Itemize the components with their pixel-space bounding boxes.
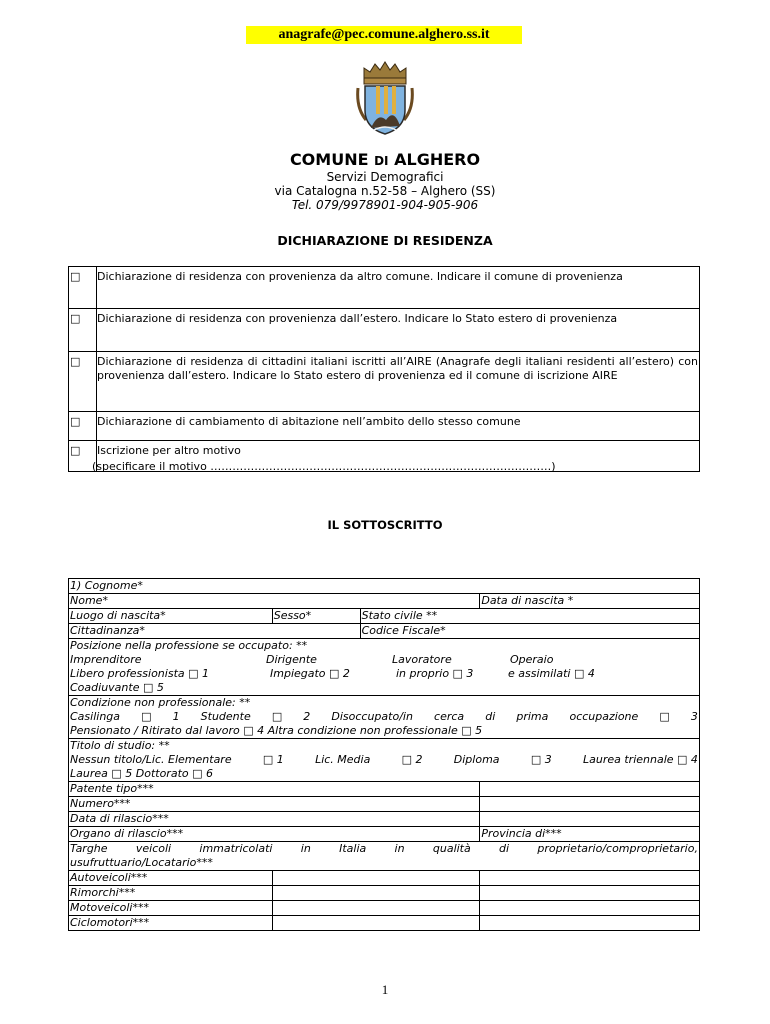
option-text: Dichiarazione di residenza di cittadini italiani iscritti all’AIRE (Anagrafe degli italiani residenti all’estero) con provenienza dall’estero. Indicare lo Stato estero di provenienza ed il comune di iscrizione AIRE: [97, 352, 700, 412]
opt-checkbox[interactable]: Laurea triennale □ 4: [583, 753, 698, 766]
opt-label: prima: [516, 710, 549, 723]
opt-label: Imprenditore: [70, 653, 142, 666]
opt-checkbox[interactable]: Libero professionista □ 1: [70, 667, 210, 680]
empty-cell[interactable]: [480, 916, 700, 931]
checkbox[interactable]: □: [141, 710, 152, 723]
opt-checkbox[interactable]: □ 3: [530, 753, 552, 766]
opt-checkbox[interactable]: Coadiuvante □ 5: [70, 681, 164, 694]
section-heading: IL SOTTOSCRITTO: [327, 518, 443, 532]
personal-data-form: [68, 578, 700, 931]
address: via Catalogna n.52-58 – Alghero (SS): [274, 184, 496, 198]
opt-label: 1: [172, 710, 180, 723]
opt-label: Casilinga: [70, 710, 121, 723]
opt-label: Studente: [200, 710, 251, 723]
data-nascita-field[interactable]: Data di nascita *: [480, 594, 700, 609]
checkbox[interactable]: □: [271, 710, 283, 723]
pec-email: anagrafe@pec.comune.alghero.ss.it: [246, 26, 522, 44]
comune-title: COMUNE DI ALGHERO: [289, 150, 481, 169]
empty-cell[interactable]: [480, 901, 700, 916]
codice-fiscale-field[interactable]: Codice Fiscale*: [360, 624, 699, 639]
checkbox[interactable]: □: [69, 352, 97, 412]
opt-checkbox[interactable]: in proprio □ 3: [396, 667, 474, 680]
telephone: Tel. 079/9978901-904-905-906: [291, 198, 479, 212]
option-text: Dichiarazione di cambiamento di abitazione nell’ambito dello stesso comune: [97, 412, 700, 441]
opt-label: Operaio: [510, 653, 554, 666]
nome-field[interactable]: Nome*: [69, 594, 480, 609]
text-word: Targhe: [70, 842, 108, 855]
data-rilascio-field[interactable]: Data di rilascio***: [69, 812, 480, 827]
empty-cell[interactable]: [272, 886, 480, 901]
cognome-field[interactable]: 1) Cognome*: [69, 579, 700, 594]
opt-label: 3: [690, 710, 698, 723]
text-word: di: [499, 842, 510, 855]
checkbox[interactable]: □: [69, 309, 97, 352]
empty-cell[interactable]: [272, 871, 480, 886]
motoveicoli-field: Motoveicoli***: [69, 901, 273, 916]
opt-checkbox[interactable]: Pensionato / Ritirato dal lavoro □ 4 Altra condizione non professionale □ 5: [70, 724, 483, 737]
opt-label: Nessun titolo/Lic. Elementare: [70, 753, 232, 766]
text-word: qualità: [432, 842, 471, 855]
checkbox[interactable]: □: [69, 441, 97, 472]
opt-label: occupazione: [569, 710, 639, 723]
titolo-studio: [69, 739, 700, 782]
opt-checkbox[interactable]: □ 2: [401, 753, 423, 766]
organo-rilascio-field[interactable]: Organo di rilascio***: [69, 827, 480, 842]
text-word: Italia: [339, 842, 367, 855]
opt-label: di: [485, 710, 496, 723]
comune-crest-icon: [356, 58, 414, 138]
opt-checkbox[interactable]: Impiegato □ 2: [270, 667, 350, 680]
text-word: immatricolati: [199, 842, 273, 855]
opt-label: 2: [303, 710, 311, 723]
titolo-label: Titolo di studio: **: [70, 739, 170, 752]
other-reason-field[interactable]: (specificare il motivo …………………………………………………………………………………): [92, 460, 556, 473]
posizione-label: Posizione nella professione se occupato: **: [70, 639, 308, 652]
autoveicoli-field: Autoveicoli***: [69, 871, 273, 886]
option-text: Dichiarazione di residenza con provenienza dall’estero. Indicare lo Stato estero di provenienza: [97, 309, 700, 352]
empty-cell[interactable]: [272, 901, 480, 916]
rimorchi-field: Rimorchi***: [69, 886, 273, 901]
empty-cell[interactable]: [480, 797, 700, 812]
checkbox[interactable]: □: [69, 267, 97, 309]
checkbox[interactable]: □: [69, 412, 97, 441]
page-number: 1: [381, 982, 389, 997]
option-text: Dichiarazione di residenza con provenienza da altro comune. Indicare il comune di provenienza: [97, 267, 700, 309]
option-other-label: Iscrizione per altro motivo: [97, 444, 241, 457]
targhe-veicoli: [69, 842, 700, 871]
text-word: in: [394, 842, 405, 855]
ciclomotori-field: Ciclomotori***: [69, 916, 273, 931]
cittadinanza-field[interactable]: Cittadinanza*: [69, 624, 361, 639]
opt-checkbox[interactable]: □ 1: [262, 753, 284, 766]
declaration-options: [68, 266, 700, 472]
opt-checkbox[interactable]: Laurea □ 5 Dottorato □ 6: [70, 767, 213, 780]
sesso-field[interactable]: Sesso*: [272, 609, 360, 624]
department: Servizi Demografici: [326, 170, 444, 184]
text-line: usufruttuario/Locatario***: [70, 856, 213, 869]
luogo-nascita-field[interactable]: Luogo di nascita*: [69, 609, 273, 624]
text-word: veicoli: [135, 842, 172, 855]
patente-tipo-field[interactable]: Patente tipo***: [69, 782, 480, 797]
empty-cell[interactable]: [272, 916, 480, 931]
empty-cell[interactable]: [480, 886, 700, 901]
opt-label: Diploma: [453, 753, 500, 766]
stato-civile-field[interactable]: Stato civile **: [360, 609, 699, 624]
empty-cell[interactable]: [480, 871, 700, 886]
text-word: in: [300, 842, 311, 855]
empty-cell[interactable]: [480, 812, 700, 827]
posizione-professione: [69, 639, 700, 696]
opt-label: cerca: [434, 710, 465, 723]
condizione-non-professionale: [69, 696, 700, 739]
checkbox[interactable]: □: [659, 710, 670, 723]
text-word: proprietario/comproprietario,: [537, 842, 698, 855]
opt-label: Disoccupato/in: [331, 710, 413, 723]
opt-label: Lavoratore: [392, 653, 452, 666]
numero-field[interactable]: Numero***: [69, 797, 480, 812]
document-title: DICHIARAZIONE DI RESIDENZA: [277, 233, 493, 248]
provincia-field[interactable]: Provincia di***: [480, 827, 700, 842]
condizione-label: Condizione non professionale: **: [70, 696, 251, 709]
opt-label: Dirigente: [266, 653, 317, 666]
opt-checkbox[interactable]: e assimilati □ 4: [508, 667, 595, 680]
opt-label: Lic. Media: [315, 753, 371, 766]
empty-cell[interactable]: [480, 782, 700, 797]
